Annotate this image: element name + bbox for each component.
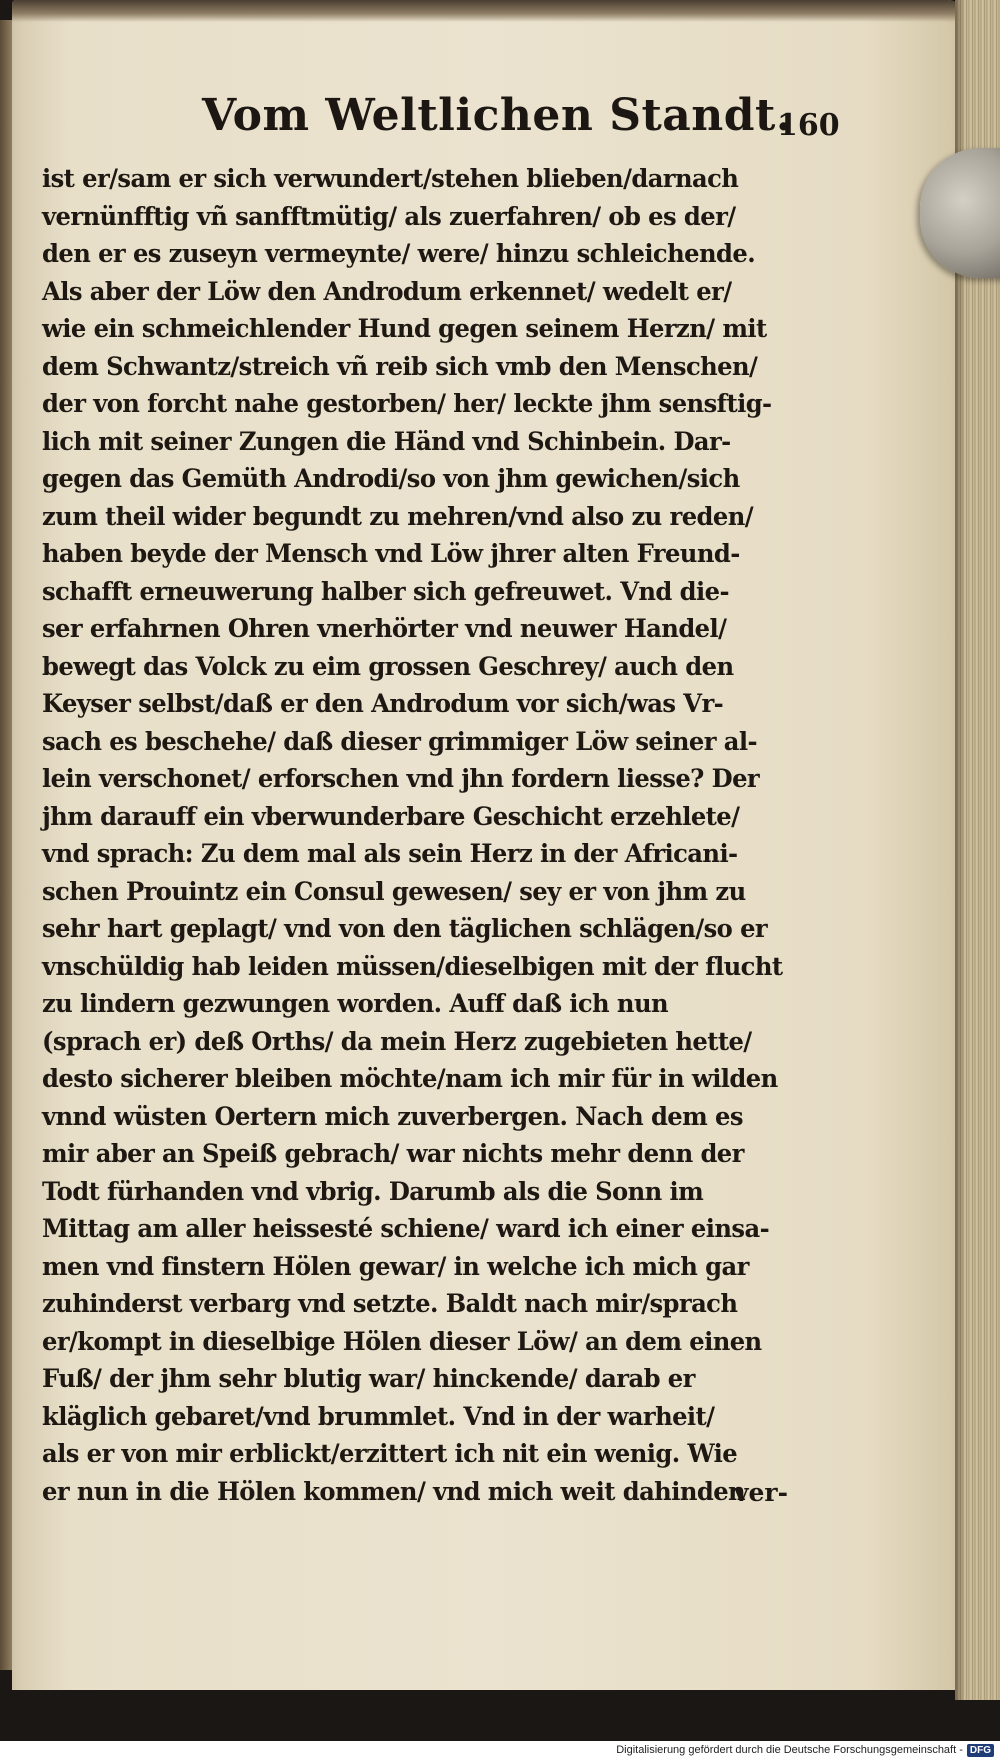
- text-line: zum theil wider begundt zu mehren/vnd also zu reden/: [42, 501, 754, 531]
- dfg-logo: DFG: [967, 1744, 994, 1757]
- running-head: Vom Weltlichen Standt.: [202, 90, 792, 141]
- text-line: mir aber an Speiß gebrach/ war nichts mehr denn der: [42, 1139, 744, 1168]
- text-line: desto sicherer bleiben möchte/nam ich mir für in wilden: [42, 1064, 778, 1093]
- text-line: haben beyde der Mensch vnd Löw jhrer alten Freund-: [42, 539, 740, 568]
- text-body: [42, 160, 842, 1510]
- text-line: vernünfftig vñ sanfftmütig/ als zuerfahren/ ob es der/: [42, 201, 736, 231]
- text-line: als er von mir erblickt/erzittert ich nit ein wenig. Wie: [42, 1439, 738, 1468]
- text-line: vnnd wüsten Oertern mich zuverbergen. Nach dem es: [42, 1101, 743, 1131]
- text-line: jhm darauff ein vberwunderbare Geschicht erzehlete/: [42, 801, 740, 831]
- text-line: bewegt das Volck zu eim grossen Geschrey/ auch den: [42, 651, 734, 681]
- text-line: Keyser selbst/daß er den Androdum vor sich/was Vr-: [42, 689, 724, 718]
- text-line: wie ein schmeichlender Hund gegen seinem Herzn/ mit: [42, 314, 767, 343]
- text-line: Fuß/ der jhm sehr blutig war/ hinckende/ darab er: [42, 1364, 695, 1393]
- text-line: der von forcht nahe gestorben/ her/ leckte jhm sensftig-: [42, 389, 772, 418]
- text-line: dem Schwantz/streich vñ reib sich vmb den Menschen/: [42, 351, 758, 381]
- footer-bar: [0, 1741, 1000, 1759]
- text-line: er/kompt in dieselbige Hölen dieser Löw/ an dem einen: [42, 1326, 762, 1356]
- text-line: vnd sprach: Zu dem mal als sein Herz in der Africani-: [42, 839, 738, 868]
- text-line: Todt fürhanden vnd vbrig. Darumb als die Sonn im: [42, 1176, 704, 1206]
- text-line: lein verschonet/ erforschen vnd jhn fordern liesse? Der: [42, 764, 760, 793]
- text-line: schen Prouintz ein Consul gewesen/ sey er von jhm zu: [42, 876, 746, 906]
- text-line: ser erfahrnen Ohren vnerhörter vnd neuwer Handel/: [42, 614, 727, 643]
- text-line: zuhinderst verbarg vnd setzte. Baldt nach mir/sprach: [42, 1289, 738, 1318]
- text-line: gegen das Gemüth Androdi/so von jhm gewichen/sich: [42, 464, 740, 493]
- text-line: Als aber der Löw den Androdum erkennet/ wedelt er/: [42, 276, 732, 306]
- text-line: vnschüldig hab leiden müssen/dieselbigen mit der flucht: [42, 951, 783, 981]
- text-line: men vnd finstern Hölen gewar/ in welche ich mich gar: [42, 1251, 749, 1281]
- text-line: lich mit seiner Zungen die Händ vnd Schinbein. Dar-: [42, 426, 731, 456]
- text-line: kläglich gebaret/vnd brummlet. Vnd in der warheit/: [42, 1401, 715, 1431]
- text-line: ist er/sam er sich verwundert/stehen blieben/darnach: [42, 164, 739, 193]
- text-line: sehr hart geplagt/ vnd von den täglichen schlägen/so er: [42, 914, 768, 943]
- text-line: Mittag am aller heissesté schiene/ ward ich einer einsa-: [42, 1214, 770, 1243]
- text-line: schafft erneuwerung halber sich gefreuwet. Vnd die-: [42, 576, 729, 606]
- text-line: zu lindern gezwungen worden. Auff daß ich nun: [42, 989, 669, 1018]
- text-line: sach es beschehe/ daß dieser grimmiger Löw seiner al-: [42, 726, 757, 756]
- page: [12, 0, 962, 1690]
- text-line: den er es zuseyn vermeynte/ were/ hinzu schleichende.: [42, 239, 756, 268]
- text-line: er nun in die Hölen kommen/ vnd mich weit dahinden: [42, 1476, 746, 1506]
- page-number: 160: [777, 108, 840, 143]
- footer-credit: Digitalisierung gefördert durch die Deutsche Forschungsgemeinschaft -: [616, 1744, 963, 1756]
- text-line: (sprach er) deß Orths/ da mein Herz zugebieten hette/: [42, 1026, 752, 1056]
- catchword: ver-: [734, 1478, 788, 1507]
